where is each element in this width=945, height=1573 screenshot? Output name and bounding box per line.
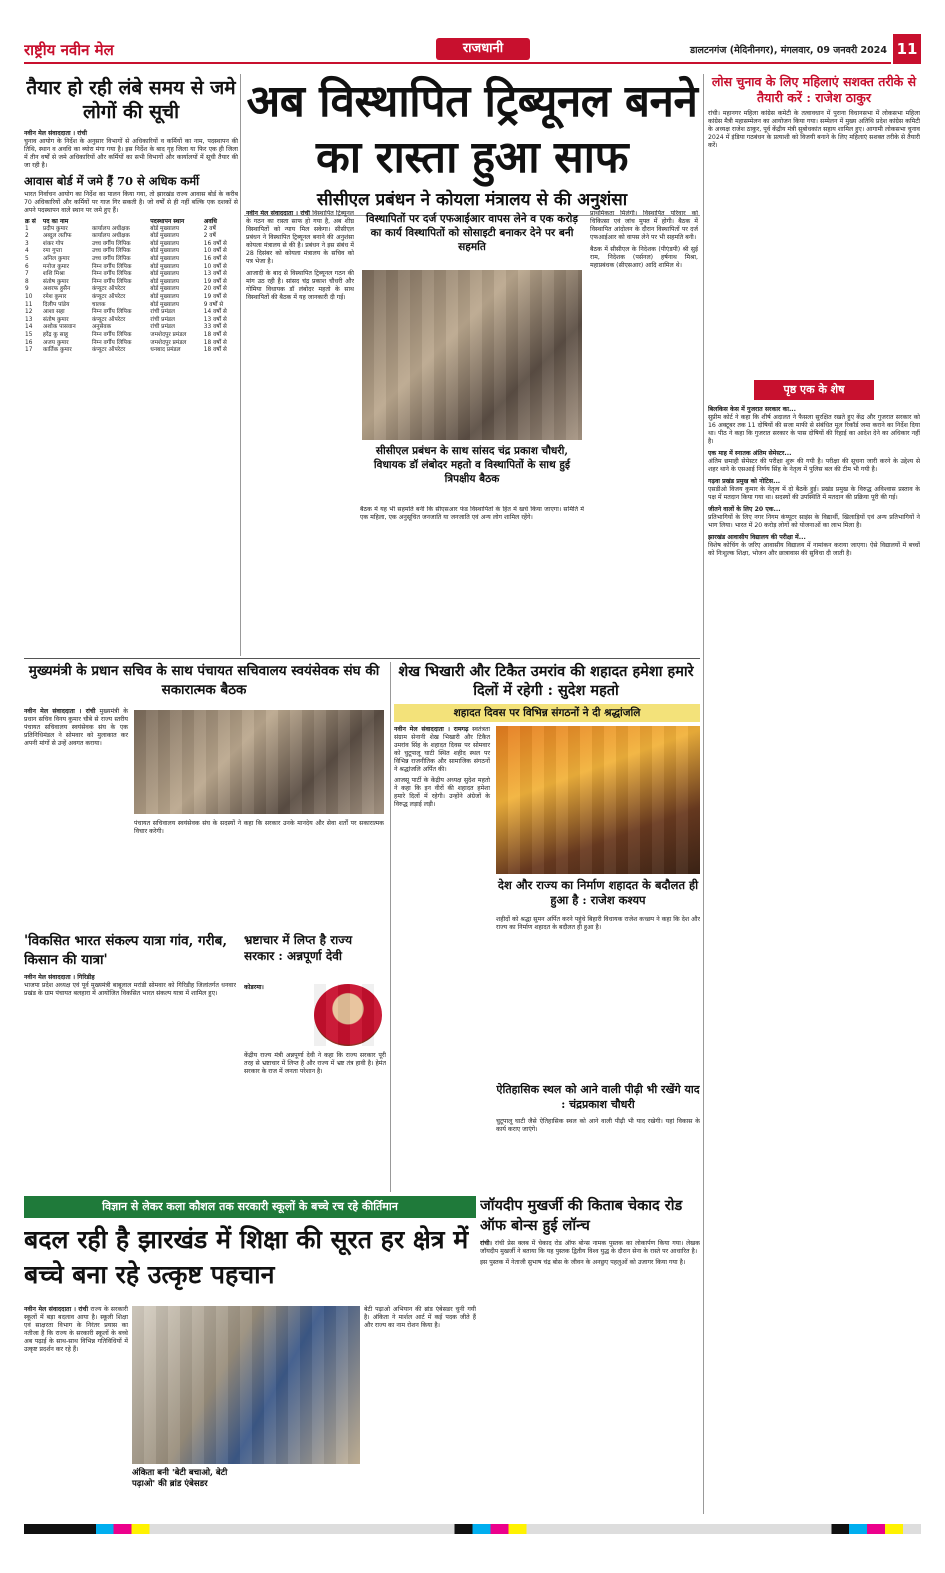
- lead-col3: [360, 506, 584, 652]
- table-cell: संतोष कुमार: [42, 316, 69, 323]
- table-cell: 3: [25, 240, 29, 247]
- table-cell: निम्न वर्गीय लिपिक: [91, 309, 132, 316]
- cont-b2: अंतिम छमाही सेमेस्टर की परीक्षा शुरू की गयी है। परीक्षा की सूचना जारी करने के उद्देश्य से शहर थाने के एसआई निर्णय सिंह के नेतृत्व में पुलिस बल की टीम भी गयी है।: [708, 458, 920, 473]
- table-cell: बोर्ड मुख्यालय: [150, 240, 180, 247]
- byline: नवीन मेल संवाददाता । रांची: [24, 708, 96, 715]
- table-row: [24, 347, 238, 355]
- cont-b5: विशेष कोचिंग के जरिए आवासीय विद्यालय में नामांकन कराया जाएगा। ऐसे विद्यालयों में बच्चों को निःशुल्क शिक्षा, भोजन और छात्रावास की सुविधा दी जाती है।: [708, 542, 920, 557]
- col-duration: अवधि: [203, 218, 217, 225]
- cont-h4: जीतने वालों के लिए 20 एक...: [708, 506, 781, 513]
- body2: इस पुस्तक में नेताजी सुभाष चंद्र बोस के जीवन के अनछुए पहलुओं को उजागर किया गया है।: [480, 1259, 686, 1266]
- lead-box: [360, 210, 584, 500]
- body: विस्थापित ट्रिब्यूनल के गठन का रास्ता साफ हो गया है, अब शीघ्र विस्थापितों को न्याय मिल सकेगा। सीसीएल प्रबंधन ने विस्थापित ट्रिब्यूनल बनाने की अनुशंसा कोयला मंत्रालय से की है। प्रबंधन ने इस संबंध में 28 दिसंबर को कोयला मंत्रालय के सचिव को पत्र भेजा है।: [246, 210, 354, 265]
- table-cell: 2 वर्षे: [203, 233, 216, 240]
- byline: नवीन मेल संवाददाता । रामगढ़: [394, 726, 469, 733]
- byline: नवीन मेल संवाददाता । रांची: [24, 130, 87, 137]
- col4b: बैठक में सीसीएल के निदेशक (पीएंडपी) श्री सुई राम, निदेशक (पर्सनल) हर्षनाथ मिश्रा, महाप्रबंधक (सीएसआर) आदि शामिल थे।: [590, 246, 698, 269]
- table-row: [24, 309, 238, 317]
- byline: कोडरमा।: [244, 984, 264, 991]
- table-cell: कंप्यूटर ऑपरेटर: [91, 347, 126, 354]
- table-cell: जमशेदपुर प्रमंडल: [150, 331, 187, 338]
- body: रांची प्रेस क्लब में चेकाद रोड ऑफ बोन्स नामक पुस्तक का लोकार्पण किया गया। लेखक जॉयदीप मुखर्जी ने बताया कि यह पुस्तक द्वितीय विश्व युद्ध के दौरान सेना के रास्ते पर आधारित है।: [480, 1240, 700, 1255]
- minister-photo: [314, 984, 382, 1046]
- table-cell: उच्च वर्गीय लिपिक: [91, 248, 131, 255]
- table-row: [24, 233, 238, 241]
- table-cell: 20 वर्षों से: [203, 286, 227, 293]
- table-cell: 18 वर्षों से: [203, 347, 227, 354]
- table-row: [24, 286, 238, 294]
- table-cell: निम्न वर्गीय लिपिक: [91, 278, 132, 285]
- viksit-story: [24, 932, 236, 1192]
- cont-b3: एसडीओ विजय कुमार के नेतृत्व में दो बैठकें हुई। प्रखंड प्रमुख के विरुद्ध अविश्वास प्रस्ताव के पक्ष में मतदान किया गया था। सदस्यों की उपस्थिति में मतदान की प्रक्रिया पूरी की गई।: [708, 486, 920, 501]
- table-cell: रमा गुप्ता: [42, 248, 62, 255]
- table-cell: शंकर गोप: [42, 240, 64, 247]
- table-cell: उच्च वर्गीय लिपिक: [91, 255, 131, 262]
- table-cell: 2 वर्षे: [203, 225, 216, 232]
- byline: रांची।: [480, 1240, 493, 1247]
- byline: नवीन मेल संवाददाता । रांची: [246, 210, 310, 217]
- quote2-body: चुटूपालू घाटी जैसे ऐतिहासिक स्थल को आने वाली पीढ़ी भी याद रखेगी। यहां विकास के कार्य कराए जाएंगे।: [496, 1118, 700, 1133]
- quote1: देश और राज्य का निर्माण शहादत के बदौलत ही हुआ है : राजेश कश्यप: [497, 878, 699, 907]
- box-headline: विस्थापितों पर दर्ज एफआईआर वापस लेने व एक करोड़ का कार्य विस्थापितों को सोसाइटी बनाकर देने पर बनी सहमति: [366, 213, 578, 253]
- table-cell: रांची प्रमंडल: [150, 316, 175, 323]
- table-row: [24, 256, 238, 264]
- table-cell: 16 वर्षों से: [203, 255, 227, 262]
- table-cell: 15: [25, 331, 33, 338]
- byline: नवीन मेल संवाददाता । रांची: [24, 1306, 89, 1313]
- byline: नवीन मेल संवाददाता । गिरिडीह: [24, 974, 95, 981]
- table-cell: बोर्ड मुख्यालय: [150, 263, 180, 270]
- photo-caption: अंकिता बनी 'बेटी बचाओ, बेटी पढ़ाओ' की ब्रांड एंबेसडर: [132, 1468, 228, 1489]
- table-cell: कार्यालय अधीक्षक: [91, 225, 130, 232]
- table-cell: बोर्ड मुख्यालय: [150, 248, 180, 255]
- table-cell: बोर्ड मुख्यालय: [150, 278, 180, 285]
- table-cell: अजय कुमार: [42, 339, 69, 346]
- table-cell: आशा सहा: [42, 309, 65, 316]
- col4: प्राथमिकता मिलेगी। विस्थापित परिवार को चिकित्सा एवं जांच मुफ्त में होगी। बैठक में विस्थापित आंदोलन के दौरान विस्थापितों पर दर्ज एफआईआर को वापस लेने पर भी सहमति बनी।: [590, 210, 698, 241]
- section-tab: राजधानी: [436, 38, 530, 60]
- table-cell: कंप्यूटर ऑपरेटर: [91, 293, 126, 300]
- body: केंद्रीय राज्य मंत्री अन्नपूर्णा देवी ने कहा कि राज्य सरकार पूरी तरह से भ्रष्टाचार में लिप्त है और राज्य में भ्रष्ट तंत्र हावी है। हेमंत सरकार के राज में जनता परेशान है।: [244, 1052, 386, 1075]
- education-story: [24, 1196, 476, 1516]
- table-cell: 33 वर्षों से: [203, 324, 227, 331]
- table-cell: अशोक पासवान: [42, 324, 76, 331]
- tribute-photo: [496, 726, 700, 874]
- continuation: [708, 380, 920, 1514]
- table-cell: 14: [25, 324, 33, 331]
- shaheed-story: [394, 662, 700, 1192]
- table-cell: उच्च वर्गीय लिपिक: [91, 240, 131, 247]
- body: मुख्यमंत्री के प्रधान सचिव विनय कुमार चौबे से राज्य स्तरीय पंचायत सचिवालय स्वयंसेवक संघ के एक प्रतिनिधिमंडल ने सोमवार को मुलाकात कर अपनी मांगों से उन्हें अवगत कराया।: [24, 708, 128, 747]
- table-cell: 9 वर्षों से: [203, 301, 224, 308]
- table-cell: निम्न वर्गीय लिपिक: [91, 339, 132, 346]
- table-cell: अनुसेवक: [91, 324, 112, 331]
- body3: बैठक में यह भी सहमति बनी कि सीएसआर फंड विस्थापितों के हित में खर्च किया जाएगा। समिति में एक महिला, एक अनुसूचित जनजाति या जनजाति एवं अन्य लोग शामिल रहेंगे।: [360, 506, 584, 521]
- table-cell: 1: [25, 225, 29, 232]
- body: चुनाव आयोग के निर्देश के अनुसार विभागों से अधिकारियों व कर्मियों का नाम, पदस्थापन की तिथि, स्थान व अवधि का ब्योरा मंगा गया है। इस निर्देश के बाद गृह जिला या फिर एक ही जिला में तीन वर्षों से जमे अधिकारियों और कर्मियों का सभी विभागों और कार्यालयों में सूची तैयार की जा रही है।: [24, 138, 238, 169]
- table-cell: बोर्ड मुख्यालय: [150, 293, 180, 300]
- continuation-tag: पृष्ठ एक के शेष: [754, 380, 874, 400]
- table-cell: 5: [25, 255, 29, 262]
- cont-h3: गढ़वा प्रखंड प्रमुख को नोटिस...: [708, 478, 781, 485]
- table-cell: निम्न वर्गीय लिपिक: [91, 271, 132, 278]
- paper-name: राष्ट्रीय नवीन मेल: [24, 41, 114, 59]
- table-cell: बोर्ड मुख्यालय: [150, 286, 180, 293]
- col-sn: क्र सं: [25, 218, 36, 225]
- subhead: आवास बोर्ड में जमे हैं 70 से अधिक कर्मी: [24, 174, 200, 188]
- table-row: [24, 271, 238, 279]
- table-cell: कार्तिक कुमार: [42, 347, 72, 354]
- registration-bar: [24, 1524, 921, 1534]
- lead-col4: [590, 210, 698, 652]
- table-cell: अशरफ हुसैन: [42, 286, 71, 293]
- table-cell: 12: [25, 309, 33, 316]
- table-cell: 8: [25, 278, 29, 285]
- panchayat-photo: [134, 710, 384, 814]
- table-cell: कंप्यूटर ऑपरेटर: [91, 316, 126, 323]
- table-cell: 11: [25, 301, 33, 308]
- table-cell: जमशेदपुर प्रमंडल: [150, 339, 187, 346]
- table-cell: कंप्यूटर ऑपरेटर: [91, 286, 126, 293]
- subhead: शहादत दिवस पर विभिन्न संगठनों ने दी श्रद्धांजलि: [394, 704, 700, 722]
- table-cell: 9: [25, 286, 29, 293]
- kicker: विज्ञान से लेकर कला कौशल तक सरकारी स्कूलों के बच्चे रच रहे कीर्तिमान: [24, 1196, 476, 1218]
- col-place: पदस्थापन स्थान: [150, 218, 185, 225]
- table-cell: कार्यालय अधीक्षक: [91, 233, 130, 240]
- table-cell: रमेश कुमार: [42, 293, 67, 300]
- table-cell: प्रदीप कुमार: [42, 225, 68, 232]
- masthead-bar: [24, 34, 921, 70]
- table-cell: 14 वर्षों से: [203, 309, 227, 316]
- body: स्वतंत्रता संग्राम सेनानी शेख भिखारी और टिकैत उमरांव सिंह के शहादत दिवस पर सोमवार को चुटूपालू घाटी स्थित शहीद स्थल पर विभिन्न राजनीतिक और सामाजिक संगठनों ने श्रद्धांजलि अर्पित की।: [394, 726, 490, 773]
- annapurna-story: [244, 932, 386, 1192]
- headline: अब विस्थापित ट्रिब्यूनल बनने का रास्ता हुआ साफ: [246, 76, 698, 183]
- table-cell: 10 वर्षों से: [203, 263, 227, 270]
- page-number: 11: [893, 34, 921, 64]
- table-cell: बोर्ड मुख्यालय: [150, 225, 180, 232]
- staff-table: [24, 218, 238, 355]
- meeting-photo: [362, 270, 582, 440]
- table-cell: रांची प्रमंडल: [150, 309, 175, 316]
- table-cell: 10 वर्षों से: [203, 248, 227, 255]
- table-cell: 4: [25, 248, 29, 255]
- table-cell: अनिल कुमार: [42, 255, 70, 262]
- table-cell: 10: [25, 293, 33, 300]
- table-cell: अब्दुल लतीफ: [42, 233, 72, 240]
- student-photo: [132, 1306, 360, 1464]
- story-list: [24, 74, 238, 654]
- table-cell: 13: [25, 316, 33, 323]
- table-cell: 16: [25, 339, 33, 346]
- body2: पंचायत सचिवालय स्वयंसेवक संघ के सदस्यों ने कहा कि सरकार उनके मानदेय और सेवा शर्तों पर सकारात्मक विचार करेगी।: [134, 820, 384, 835]
- table-cell: धनबाद प्रमंडल: [150, 347, 181, 354]
- table-cell: शशि मिश्रा: [42, 271, 65, 278]
- table-row: [24, 248, 238, 256]
- body: रांची। महानगर महिला कांग्रेस कमेटी के तत्वावधान में पुराना विधानसभा में लोकसभा महिला कांग्रेस मैत्री महासम्मेलन का आयोजन किया गया। सम्मेलन में मुख्य अतिथि प्रदेश कांग्रेस कमिटी के अध्यक्ष राजेश ठाकुर, पूर्व केंद्रीय मंत्री सुबोधकांत सहाय शामिल हुए। आगामी लोकसभा चुनाव 2024 में इंडिया गठबंधन के प्रत्याशी को विजयी बनाने के लिए महिलाएं सशक्त तरीके से तैयारी करें।: [708, 110, 920, 149]
- table-cell: निम्न वर्गीय लिपिक: [91, 331, 132, 338]
- table-cell: निम्न वर्गीय लिपिक: [91, 263, 132, 270]
- table-cell: बोर्ड मुख्यालय: [150, 233, 180, 240]
- quote2: ऐतिहासिक स्थल को आने वाली पीढ़ी भी रखेंगे याद : चंद्रप्रकाश चौधरी: [496, 1083, 700, 1111]
- table-cell: बोर्ड मुख्यालय: [150, 271, 180, 278]
- table-cell: बोर्ड मुख्यालय: [150, 301, 180, 308]
- headline: 'विकसित भारत संकल्प यात्रा गांव, गरीब, किसान की यात्रा': [24, 933, 228, 968]
- table-cell: 13 वर्षों से: [203, 271, 227, 278]
- table-cell: 19 वर्षों से: [203, 293, 227, 300]
- headline: बदल रही है झारखंड में शिक्षा की सूरत हर क्षेत्र में बच्चे बना रहे उत्कृष्ट पहचान: [24, 1225, 469, 1289]
- lead-col1: [246, 210, 354, 652]
- headline: जॉयदीप मुखर्जी की किताब चेकाद रोड ऑफ बोन्स हुई लॉन्च: [480, 1197, 683, 1234]
- table-cell: चालक: [91, 301, 106, 308]
- cont-b4: प्रतिभागियों के लिए नगर निगम कंप्यूटर साइंस के विद्यार्थी, खिलाड़ियों एवं अन्य प्रतिभागियों ने भाग लिया। भारत में 20 करोड़ लोगों को योजनाओं का लाभ मिला है।: [708, 514, 920, 529]
- table-cell: 18 वर्षों से: [203, 339, 227, 346]
- table-cell: 7: [25, 271, 29, 278]
- cont-h2: एक माह में स्नातक अंतिम सेमेस्टर...: [708, 450, 792, 457]
- cont-h5: झारखंड आवासीय विद्यालय की परीक्षा में...: [708, 534, 806, 541]
- panchayat-story: [24, 662, 384, 932]
- table-cell: संतोष कुमार: [42, 278, 69, 285]
- quote1-body: शहीदों को श्रद्धा सुमन अर्पित करने पहुंचे बिहारी विधायक राजेश कच्छप ने कहा कि देश और राज्य का निर्माण शहादत के बदौलत ही हुआ है।: [496, 916, 700, 931]
- right-top-story: [708, 74, 920, 378]
- book-story: [480, 1196, 700, 1516]
- table-cell: हरेंद्र कु साहू: [42, 331, 69, 338]
- headline: भ्रष्टाचार में लिप्त है राज्य सरकार : अन्नपूर्णा देवी: [244, 933, 353, 963]
- col-post: पद का नाम: [42, 218, 69, 225]
- table-cell: 18 वर्षों से: [203, 331, 227, 338]
- table-cell: 16 वर्षों से: [203, 240, 227, 247]
- table-row: [24, 294, 238, 302]
- deck: सीसीएल प्रबंधन ने कोयला मंत्रालय से की अनुशंसा: [244, 188, 700, 216]
- table-cell: बोर्ड मुख्यालय: [150, 255, 180, 262]
- headline: शेख भिखारी और टिकैत उमरांव की शहादत हमेशा हमारे दिलों में रहेगी : सुदेश महतो: [398, 663, 694, 699]
- body: भाजपा प्रदेश अध्यक्ष एवं पूर्व मुख्यमंत्री बाबूलाल मरांडी सोमवार को गिरिडीह जिलांतर्गत धनवार प्रखंड के ग्राम पंचायत बलहारा में आयोजित विकसित भारत संकल्प यात्रा में शामिल हुए।: [24, 982, 236, 997]
- body: राज्य के सरकारी स्कूलों में बड़ा बदलाव आया है। स्कूली शिक्षा एवं साक्षरता विभाग के निरंतर प्रयास का नतीजा है कि राज्य के सरकारी स्कूलों के बच्चे अब पढ़ाई के साथ-साथ विभिन्न गतिविधियों में उत्कृष्ट प्रदर्शन कर रहे हैं।: [24, 1306, 129, 1353]
- table-cell: दिलीप पांडेय: [42, 301, 70, 308]
- table-cell: 17: [25, 347, 33, 354]
- table-cell: रांची प्रमंडल: [150, 324, 175, 331]
- headline: तैयार हो रही लंबे समय से जमे लोगों की सूची: [26, 77, 236, 123]
- headline: मुख्यमंत्री के प्रधान सचिव के साथ पंचायत सचिवालय स्वयंसेवक संघ की सकारात्मक बैठक: [28, 663, 380, 698]
- table-cell: 2: [25, 233, 29, 240]
- dateline: डालटनगंज (मेदिनीनगर), मंगलवार, 09 जनवरी 2024: [689, 45, 887, 56]
- table-cell: 13 वर्षों से: [203, 316, 227, 323]
- table-row: [24, 324, 238, 332]
- headline: लोस चुनाव के लिए महिलाएं सशक्त तरीके से तैयारी करें : राजेश ठाकुर: [711, 74, 917, 105]
- table-row: [24, 302, 238, 310]
- body2: आजादी के बाद से विस्थापित ट्रिब्यूनल गठन की मांग उठ रही है। सांसद चंद्र प्रकाश चौधरी और गोमिया विधायक डॉ लंबोदर महतो के साथ विस्थापितों की बैठक में यह जानकारी दी गई।: [246, 270, 354, 301]
- table-row: [24, 332, 238, 340]
- body2: बेटी पढ़ाओ अभियान की ब्रांड एंबेसडर चुनी गयी है। अंकिता ने मार्शल आर्ट में कई पदक जीते हैं और राज्य का नाम रोशन किया है।: [364, 1306, 476, 1329]
- table-cell: मनोज कुमार: [42, 263, 70, 270]
- table-cell: 19 वर्षों से: [203, 278, 227, 285]
- table-row: [24, 340, 238, 348]
- body2: आजसू पार्टी के केंद्रीय अध्यक्ष सुदेश महतो ने कहा कि इन वीरों की शहादत हमेशा हमारे दिलों में रहेगी। उन्होंने अंग्रेजों के विरुद्ध लड़ाई लड़ी।: [394, 777, 490, 808]
- table-cell: 6: [25, 263, 29, 270]
- cont-b1: सुप्रीम कोर्ट ने कहा कि शीर्ष अदालत ने फैसला सुरक्षित रखते हुए केंद्र और गुजरात सरकार को 16 अक्टूबर तक 11 दोषियों की सजा माफी से संबंधित मूल रिकॉर्ड जमा कराने का निर्देश दिया था। पीठ ने कहा कि गुजरात सरकार के पास दोषियों की रिहाई का आदेश देने का अधिकार नहीं है।: [708, 414, 920, 445]
- photo-caption: सीसीएल प्रबंधन के साथ सांसद चंद्र प्रकाश चौधरी, विधायक डॉ लंबोदर महतो व विस्थापितों के साथ हुई त्रिपक्षीय बैठक: [373, 445, 571, 485]
- body2: भारत निर्वाचन आयोग का निर्देश का पालन किया गया, तो झारखंड राज्य आवास बोर्ड के करीब 70 अधिकारियों और कर्मियों पर गाज गिर सकती है। जो वर्षों से ही नहीं बल्कि एक दशकों से अपने पदस्थापन वाले स्थान पर जमे हुए हैं।: [24, 191, 238, 214]
- cont-h1: बिलकिस केस में गुजरात सरकार का...: [708, 406, 797, 413]
